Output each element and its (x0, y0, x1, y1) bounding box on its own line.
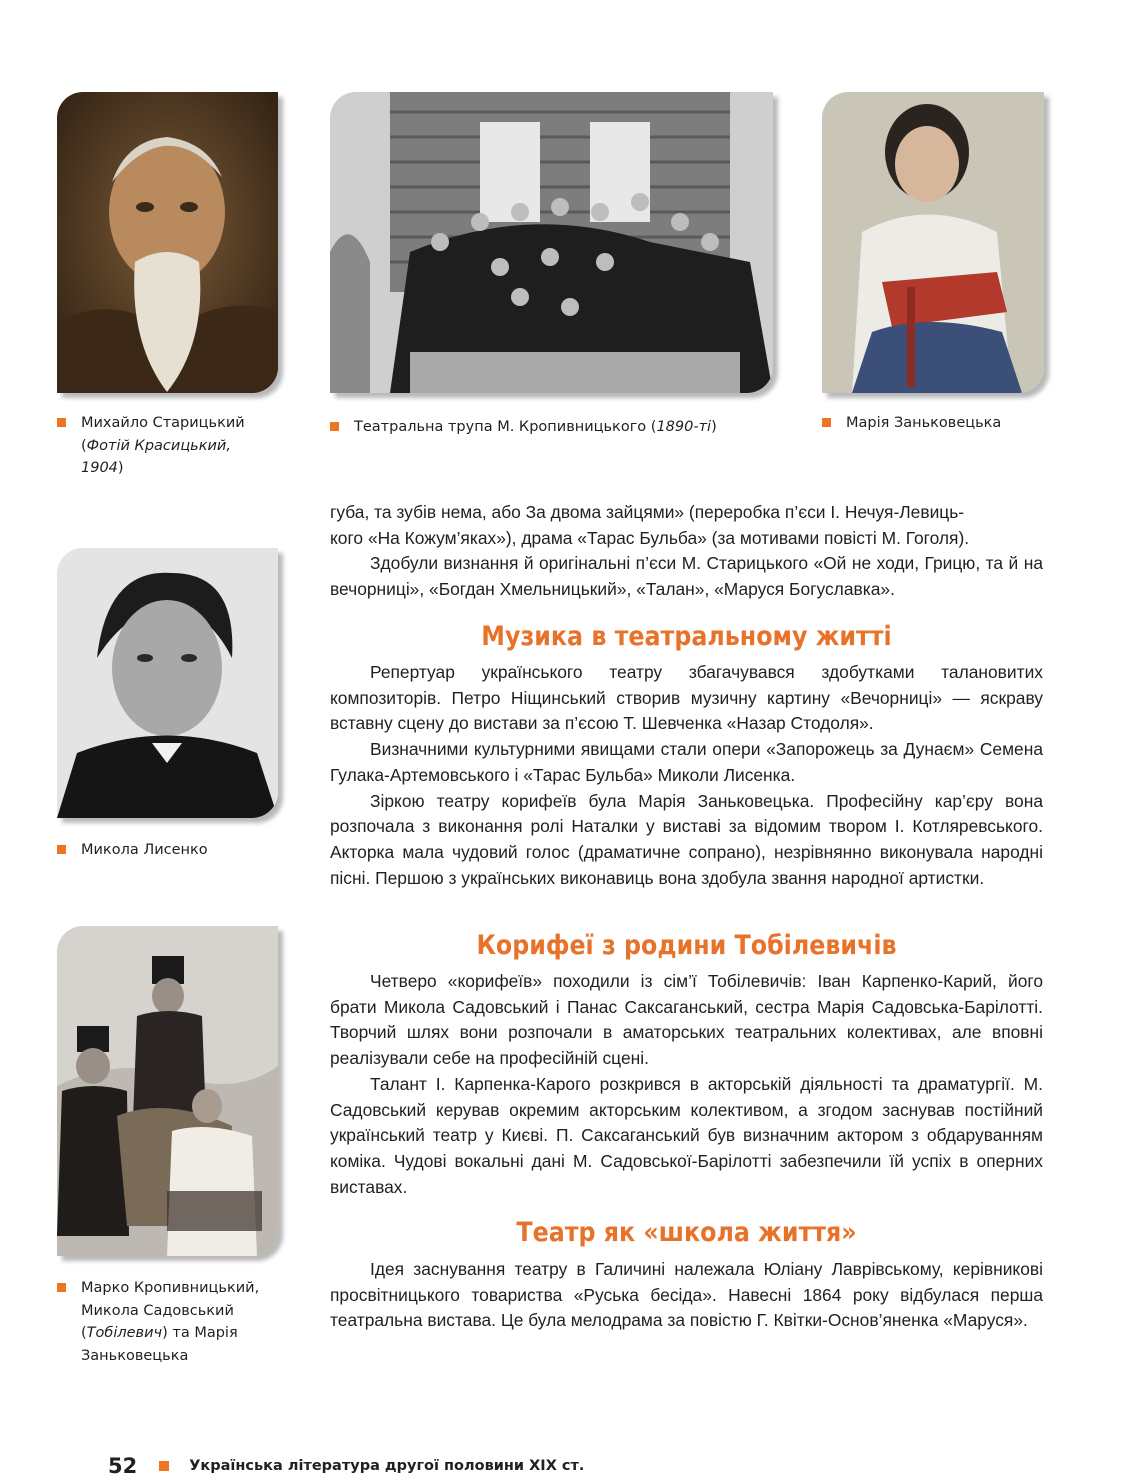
paragraph-operas: Визначними культурними явищами стали опери «Запорожець за Дунаєм» Семена Гулака-Артемовського і «Тарас Бульба» Миколи Лисенка. (330, 739, 1043, 785)
portrait-lysenko-photo (57, 548, 278, 818)
heading-school-of-life: Театр як «школа життя» (516, 1217, 857, 1248)
paragraph-cont-line1: губа, та зубів нема, або За двома зайцями» (переробка п’єси І. Нечуя-Левиць- (330, 502, 965, 522)
caption-starytsky-year: 1904 (81, 460, 118, 476)
paragraph-starytsky-plays: Здобули визнання й оригінальні п’єси М. Старицького «Ой не ходи, Грицю, та й на вечорниці», «Богдан Хмельницький», «Талан», «Маруся Богуславка». (330, 553, 1043, 600)
page-footer (108, 1454, 584, 1478)
paragraph-zankovetska: Зіркою театру корифеїв була Марія Заньковецька. Професійну кар’єру вона розпочала з виконання ролі Наталки у виставі за відомим твором І. Котляревського. Акторка мала чудовий голос (драматичне сопрано), незрівнянно виконувала народні пісні. Першою з українських виконавиць вона здобула звання народної артистки. (330, 790, 1043, 888)
caption-group-alias: Тобілевич (86, 1325, 163, 1341)
heading-tobilevych: Корифеї з родини Тобілевичів (476, 930, 897, 961)
caption-group: Марко Кропивницький, Микола Садовський (Тобілевич) та Марія Заньковецька (57, 1277, 301, 1367)
portrait-zankovetska-photo (822, 92, 1044, 393)
portrait-starytsky-photo (57, 92, 278, 393)
heading-music: Музика в театральному житті (481, 621, 892, 652)
text-block-4 (330, 1257, 1043, 1334)
caption-starytsky-artist: Фотій Красицький, (86, 437, 231, 454)
text-block-3 (330, 969, 1043, 1200)
paragraph-galicia: Ідея заснування театру в Галичині належала Юліану Лаврівському, керівникові просвітницького товариства «Руська бесіда». Навесні 1864 року відбулася перша театральна вистава. Це була мелодрама за повістю Г. Квітки-Основ’яненка «Маруся». (330, 1259, 1043, 1331)
caption-troupe: Театральна трупа М. Кропивницького (1890-ті) (330, 416, 794, 439)
troupe-group-photo (330, 92, 773, 393)
caption-starytsky: Михайло Старицький (Фотій Красицький, 1904) (57, 412, 301, 480)
paragraph-karpenko: Талант І. Карпенка-Карого розкрився в акторській діяльності та драматургії. М. Садовський керував окремим акторським колективом, а згодом заснував постійний український театр у Києві. П. Саксаганський був визначним актором з обдаруванням коміка. Чудові вокальні дані М. Садовської-Барілотті забезпечили їй успіх в оперних виставах. (330, 1073, 1043, 1197)
text-block-1 (330, 500, 1043, 603)
footer-title: Українська література другої половини XIX ст. (189, 1458, 585, 1474)
paragraph-four-koryfei: Четверо «корифеїв» походили із сім’ї Тобілевичів: Іван Карпенко-Карий, його брати Микола Садовський і Панас Саксаганський, сестра Марія Садовська-Барілотті. Творчий шлях вони розпочали в аматорських театральних колективах, але вповні реалізували себе на професійній сцені. (330, 971, 1043, 1069)
caption-starytsky-name: Михайло Старицький (81, 415, 245, 431)
caption-troupe-date: 1890-ті (656, 419, 712, 435)
paragraph-repertoire: Репертуар українського театру збагачувався здобутками талановитих композиторів. Петро Ніщинський створив музичну картину «Вечорниці» — яскраву вставну сцену до вистави за п’єсою Т. Шевченка «Назар Стодоля». (330, 662, 1043, 734)
paragraph-cont-line2: кого «На Кожум’яках»), драма «Тарас Бульба» (за мотивами повісті М. Гоголя). (330, 527, 970, 548)
page-number: 52 (108, 1454, 138, 1478)
footer-square-icon (159, 1461, 169, 1471)
caption-zankovetska: Марія Заньковецька (822, 412, 1066, 435)
group-portrait-photo (57, 926, 278, 1256)
caption-lysenko: Микола Лисенко (57, 839, 301, 862)
text-block-2 (330, 660, 1043, 891)
